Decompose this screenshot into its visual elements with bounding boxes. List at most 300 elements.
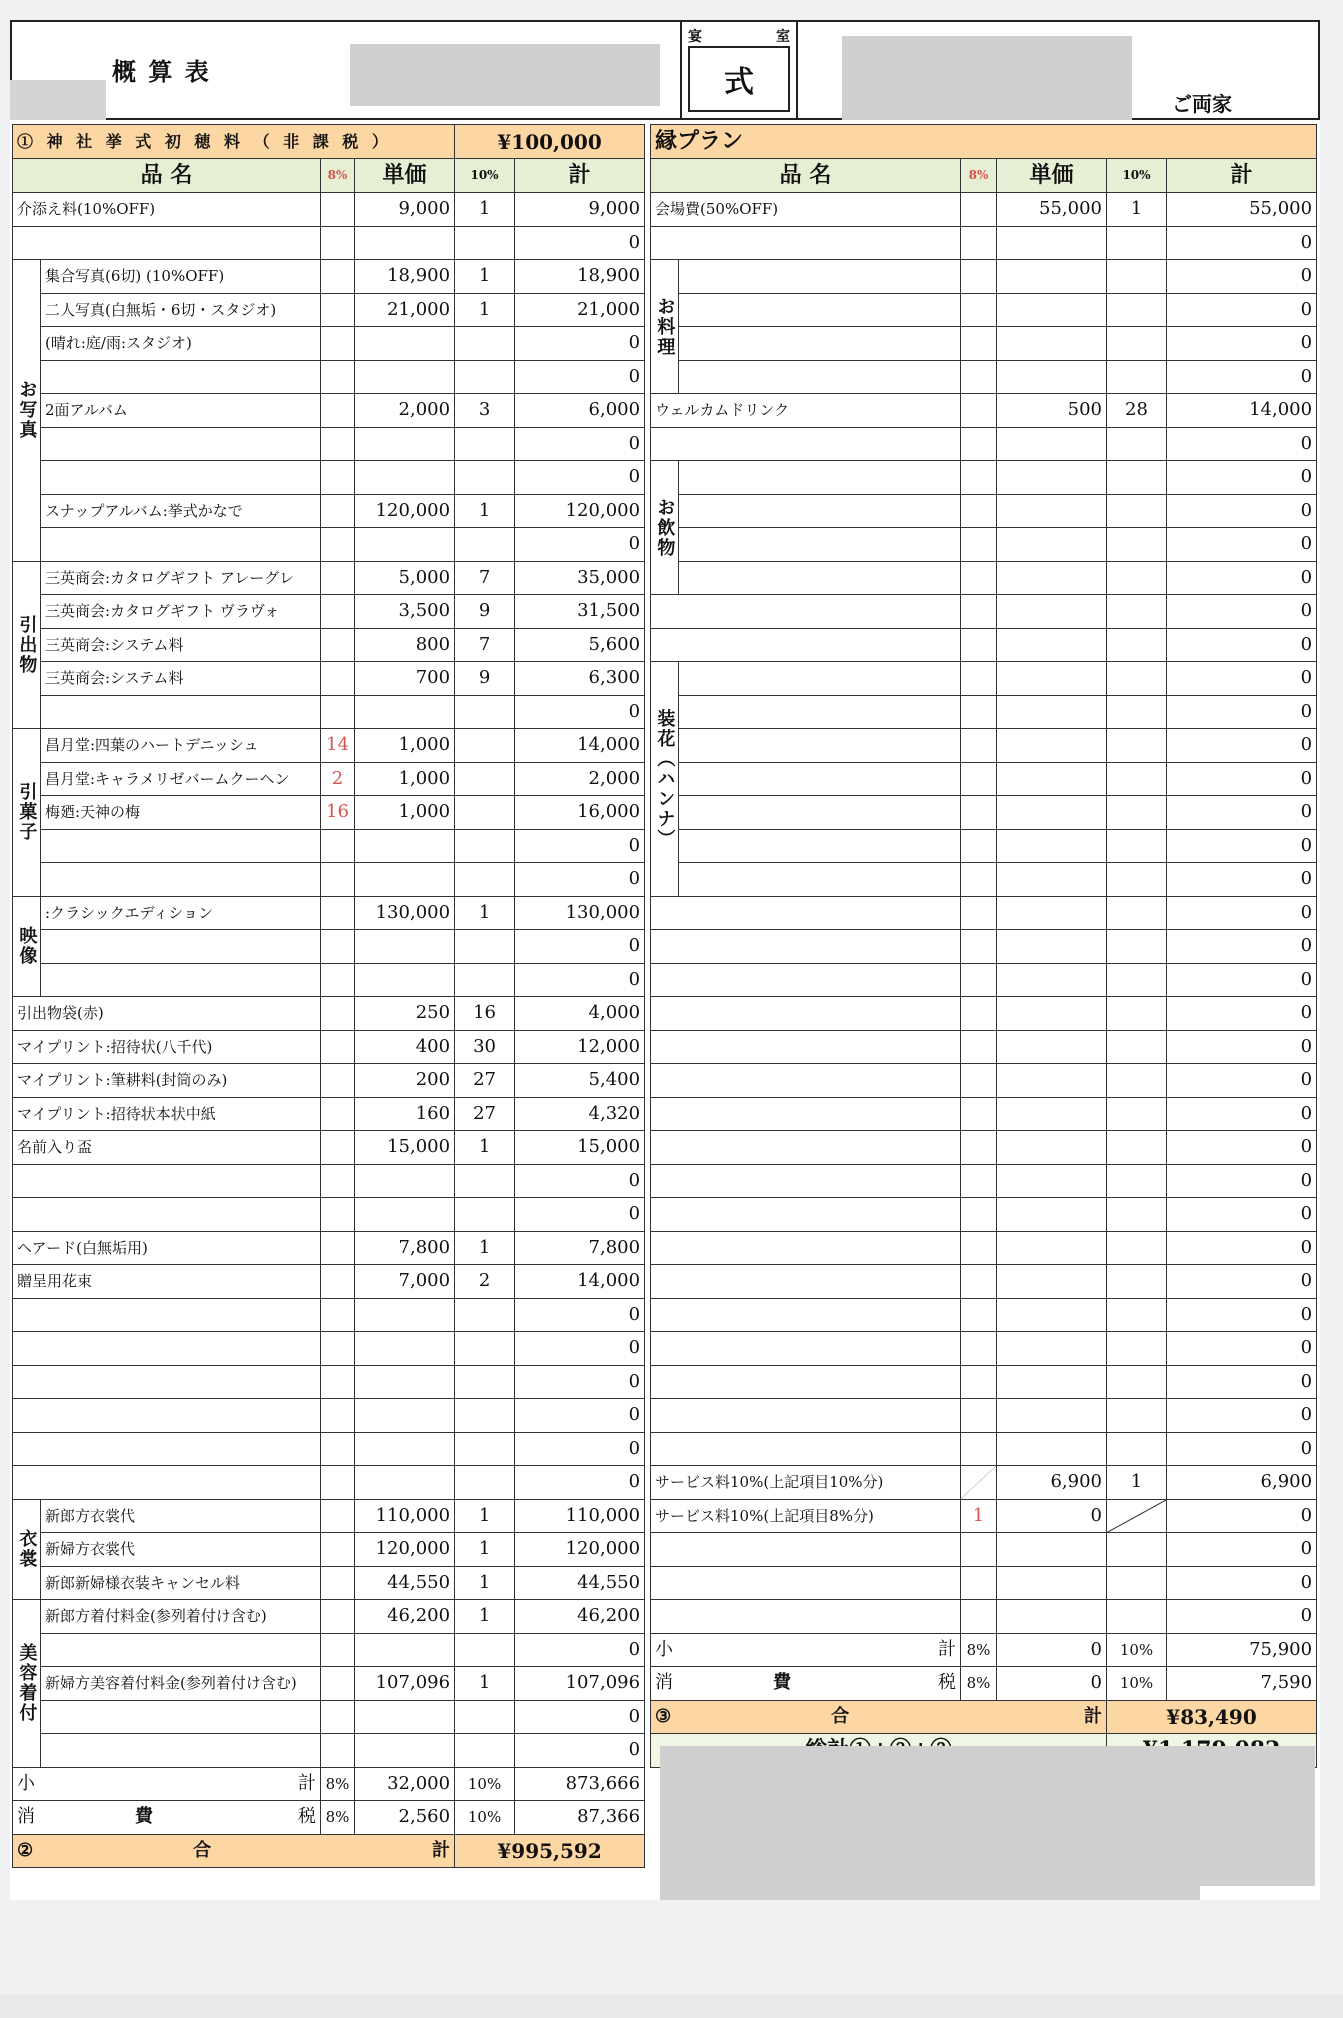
subtotal-10: 75,900 [1167, 1633, 1317, 1667]
unit-price [997, 1265, 1107, 1299]
item-name: 新郎方衣裳代 [41, 1499, 321, 1533]
table-row [651, 1298, 1317, 1332]
rate8-qty [321, 394, 355, 428]
rate10-qty: 16 [455, 997, 515, 1031]
rate10-qty: 30 [455, 1030, 515, 1064]
table-row [13, 1231, 645, 1265]
item-name [651, 1533, 961, 1567]
unit-price [997, 1030, 1107, 1064]
table-row [13, 1365, 645, 1399]
line-total: 21,000 [515, 293, 645, 327]
item-name [41, 360, 321, 394]
line-total: 0 [515, 1633, 645, 1667]
unit-price [355, 327, 455, 361]
rate8-qty [961, 695, 997, 729]
unit-price [997, 1432, 1107, 1466]
line-total: 0 [1167, 662, 1317, 696]
item-name: ヘアード(白無垢用) [13, 1231, 321, 1265]
rate8-qty [961, 427, 997, 461]
rate8-qty [961, 561, 997, 595]
line-total: 0 [515, 1399, 645, 1433]
rate10-qty: 9 [455, 662, 515, 696]
rate10-qty [455, 1633, 515, 1667]
rate10-qty: 1 [455, 1566, 515, 1600]
item-name [651, 427, 961, 461]
group-costume [13, 1499, 41, 1600]
rate10-qty [455, 1466, 515, 1500]
rate8-qty [321, 1734, 355, 1768]
rate8-qty [961, 1064, 997, 1098]
rate8-qty [961, 863, 997, 897]
unit-price: 500 [997, 394, 1107, 428]
family-label: ご両家 [1172, 92, 1232, 116]
unit-price: 110,000 [355, 1499, 455, 1533]
rate8-qty [321, 461, 355, 495]
table-row [651, 1432, 1317, 1466]
group-flower [651, 662, 679, 897]
unit-price [355, 528, 455, 562]
item-name [13, 226, 321, 260]
line-total: 0 [1167, 1265, 1317, 1299]
rate10-qty [455, 762, 515, 796]
line-total: 0 [1167, 260, 1317, 294]
table-row [13, 1667, 645, 1701]
item-name [651, 1566, 961, 1600]
line-total: 0 [515, 226, 645, 260]
col-item: 品 名 [651, 159, 961, 193]
col-rate8: 8% [321, 159, 355, 193]
rate8-qty [961, 1265, 997, 1299]
line-total: 0 [1167, 1533, 1317, 1567]
rate8-qty [961, 1131, 997, 1165]
rate8-qty [961, 1164, 997, 1198]
unit-price: 7,000 [355, 1265, 455, 1299]
rate10-qty [1107, 360, 1167, 394]
unit-price [355, 1399, 455, 1433]
item-name [41, 695, 321, 729]
rate8-qty [321, 1231, 355, 1265]
table-row [13, 963, 645, 997]
table-row [651, 1097, 1317, 1131]
unit-price [997, 930, 1107, 964]
rate8-qty [321, 1097, 355, 1131]
rate10-qty [1107, 1298, 1167, 1332]
unit-price: 7,800 [355, 1231, 455, 1265]
line-total: 14,000 [515, 1265, 645, 1299]
rate10-qty: 7 [455, 561, 515, 595]
line-total: 0 [1167, 1365, 1317, 1399]
group-label: お飲物 [654, 497, 676, 558]
item-name [651, 1365, 961, 1399]
unit-price: 160 [355, 1097, 455, 1131]
rate8-qty [321, 1432, 355, 1466]
table-row [651, 729, 1317, 763]
rate8-qty [321, 595, 355, 629]
rate8-qty [961, 729, 997, 763]
rate8-qty [321, 1131, 355, 1165]
rate8-qty [321, 1298, 355, 1332]
rate8-qty [321, 561, 355, 595]
item-name [679, 561, 961, 595]
rate10-qty [1107, 1030, 1167, 1064]
unit-price [997, 729, 1107, 763]
line-total: 0 [1167, 327, 1317, 361]
rate8-qty: 2 [321, 762, 355, 796]
unit-price [997, 327, 1107, 361]
unit-price: 18,900 [355, 260, 455, 294]
line-total: 0 [1167, 1332, 1317, 1366]
item-name [651, 1332, 961, 1366]
rate8-qty: 1 [961, 1499, 997, 1533]
line-total: 0 [515, 461, 645, 495]
rate8-qty [961, 1466, 997, 1500]
table-row [13, 1466, 645, 1500]
item-name [651, 595, 961, 629]
item-name: 集合写真(6切) (10%OFF) [41, 260, 321, 294]
right-total-row [651, 1700, 1317, 1734]
unit-price [997, 1097, 1107, 1131]
tax-8: 2,560 [355, 1801, 455, 1835]
rate8-qty [961, 293, 997, 327]
rate10-qty: 27 [455, 1097, 515, 1131]
table-row [13, 260, 645, 294]
rate8-qty [961, 394, 997, 428]
item-name [41, 1700, 321, 1734]
rate8-qty [321, 863, 355, 897]
unit-price [997, 1365, 1107, 1399]
table-row [13, 1064, 645, 1098]
tax-8: 0 [997, 1667, 1107, 1701]
unit-price [997, 360, 1107, 394]
group-label: 映像 [16, 926, 38, 967]
item-name: 二人写真(白無垢・6切・スタジオ) [41, 293, 321, 327]
table-row [651, 1533, 1317, 1567]
item-name [651, 896, 961, 930]
table-row [651, 628, 1317, 662]
line-total: 0 [1167, 528, 1317, 562]
venue-label-left: 宴 [688, 29, 702, 45]
total-no: ② [17, 1839, 34, 1861]
unit-price [355, 1432, 455, 1466]
line-total: 0 [1167, 461, 1317, 495]
rate10-qty [1107, 1499, 1167, 1533]
rate10-qty: 1 [1107, 1466, 1167, 1500]
table-row [13, 997, 645, 1031]
rate10-qty [1107, 796, 1167, 830]
line-total: 0 [1167, 561, 1317, 595]
line-total: 0 [1167, 1298, 1317, 1332]
subtotal-label-b: 計 [938, 1638, 956, 1660]
rate8-qty [321, 528, 355, 562]
tax-label [651, 1667, 961, 1701]
item-name [13, 1399, 321, 1433]
rate8-qty [961, 1198, 997, 1232]
rate10-qty [1107, 528, 1167, 562]
item-name [651, 1399, 961, 1433]
unit-price: 6,900 [997, 1466, 1107, 1500]
rate8-qty [321, 226, 355, 260]
group-label: 衣裳 [16, 1529, 38, 1570]
unit-price: 3,500 [355, 595, 455, 629]
item-name: 名前入り盃 [13, 1131, 321, 1165]
table-row [13, 829, 645, 863]
rate10-qty [1107, 1566, 1167, 1600]
item-name [679, 293, 961, 327]
unit-price: 55,000 [997, 193, 1107, 227]
rate10-qty [1107, 595, 1167, 629]
unit-price [997, 997, 1107, 1031]
table-row [651, 1231, 1317, 1265]
unit-price [355, 829, 455, 863]
item-name [679, 528, 961, 562]
rate8-qty [321, 1633, 355, 1667]
table-row [651, 561, 1317, 595]
rate8-qty: 16 [321, 796, 355, 830]
rate10-qty [1107, 1064, 1167, 1098]
item-name [679, 662, 961, 696]
table-row [13, 461, 645, 495]
rate10-qty [1107, 1131, 1167, 1165]
right-estimate-table [650, 124, 1317, 1768]
item-name [13, 1365, 321, 1399]
unit-price [997, 1600, 1107, 1634]
rate8-qty [961, 997, 997, 1031]
rate8-qty [961, 628, 997, 662]
unit-price [997, 595, 1107, 629]
item-name [13, 1198, 321, 1232]
rate8-qty [961, 1566, 997, 1600]
rate8-qty [961, 1298, 997, 1332]
rate8-qty [321, 1265, 355, 1299]
table-row [651, 1365, 1317, 1399]
group-label: お料理 [654, 296, 676, 357]
line-total: 9,000 [515, 193, 645, 227]
unit-price [997, 1198, 1107, 1232]
subtotal-label [651, 1633, 961, 1667]
rate10-qty [1107, 997, 1167, 1031]
item-name [41, 427, 321, 461]
unit-price [355, 1365, 455, 1399]
line-total: 120,000 [515, 494, 645, 528]
line-total: 0 [515, 427, 645, 461]
rate8-qty [321, 1399, 355, 1433]
redacted-venue [842, 36, 1132, 120]
line-total: 4,320 [515, 1097, 645, 1131]
subtotal-rate10: 10% [1107, 1633, 1167, 1667]
item-name: 2面アルバム [41, 394, 321, 428]
rate10-qty [1107, 628, 1167, 662]
line-total: 0 [1167, 1164, 1317, 1198]
line-total: 7,800 [515, 1231, 645, 1265]
table-row [651, 427, 1317, 461]
left-total-row [13, 1834, 645, 1868]
item-name: 三英商会:システム料 [41, 662, 321, 696]
rate10-qty [455, 226, 515, 260]
rate10-qty [1107, 1198, 1167, 1232]
table-row [651, 829, 1317, 863]
unit-price [355, 1633, 455, 1667]
table-row [13, 1600, 645, 1634]
unit-price [355, 1734, 455, 1768]
table-row [651, 595, 1317, 629]
rate8-qty [321, 193, 355, 227]
line-total: 0 [1167, 829, 1317, 863]
rate10-qty [1107, 1432, 1167, 1466]
rate8-qty [961, 762, 997, 796]
unit-price [997, 260, 1107, 294]
table-row [13, 327, 645, 361]
table-row [13, 628, 645, 662]
table-row [651, 260, 1317, 294]
table-row [651, 997, 1317, 1031]
unit-price [997, 695, 1107, 729]
rate8-qty [961, 327, 997, 361]
rate10-qty: 7 [455, 628, 515, 662]
item-name [679, 327, 961, 361]
rate10-qty [1107, 327, 1167, 361]
rate10-qty [455, 360, 515, 394]
rate8-qty [961, 360, 997, 394]
rate8-qty [321, 930, 355, 964]
line-total: 44,550 [515, 1566, 645, 1600]
rate10-qty [1107, 896, 1167, 930]
unit-price [355, 1298, 455, 1332]
line-total: 0 [1167, 628, 1317, 662]
section1-label: ① 神 社 挙 式 初 穂 料 （ 非 課 税 ） [13, 125, 455, 159]
subtotal-rate10: 10% [455, 1767, 515, 1801]
table-row [651, 762, 1317, 796]
item-name: ウェルカムドリンク [651, 394, 961, 428]
line-total: 120,000 [515, 1533, 645, 1567]
line-total: 0 [1167, 595, 1317, 629]
tax-rate10: 10% [1107, 1667, 1167, 1701]
unit-price: 400 [355, 1030, 455, 1064]
rate10-qty: 2 [455, 1265, 515, 1299]
unit-price: 44,550 [355, 1566, 455, 1600]
table-row [651, 1566, 1317, 1600]
unit-price [997, 762, 1107, 796]
line-total: 0 [1167, 930, 1317, 964]
col-rate8: 8% [961, 159, 997, 193]
left-section-header [13, 125, 645, 159]
table-row [13, 1399, 645, 1433]
item-name [41, 1633, 321, 1667]
table-row [13, 360, 645, 394]
rate10-qty [1107, 695, 1167, 729]
rate10-qty [1107, 1332, 1167, 1366]
item-name: 三英商会:カタログギフト アレーグレ [41, 561, 321, 595]
rate10-qty [455, 863, 515, 897]
group-food [651, 260, 679, 394]
rate10-qty: 1 [1107, 193, 1167, 227]
item-name [679, 360, 961, 394]
line-total: 0 [1167, 997, 1317, 1031]
table-row [13, 394, 645, 428]
item-name: マイプリント:筆耕料(封筒のみ) [13, 1064, 321, 1098]
rate8-qty [321, 1030, 355, 1064]
rate8-qty [961, 1600, 997, 1634]
rate10-qty [455, 695, 515, 729]
rate8-qty [321, 260, 355, 294]
rate10-qty [1107, 829, 1167, 863]
rate8-qty [321, 293, 355, 327]
group-video [13, 896, 41, 997]
total-amount: ¥83,490 [1107, 1700, 1317, 1734]
table-row [651, 695, 1317, 729]
item-name [651, 997, 961, 1031]
rate10-qty [1107, 930, 1167, 964]
item-name [651, 1265, 961, 1299]
line-total: 0 [515, 1700, 645, 1734]
line-total: 46,200 [515, 1600, 645, 1634]
unit-price: 15,000 [355, 1131, 455, 1165]
item-name [651, 1064, 961, 1098]
item-name: 新郎新婦様衣装キャンセル料 [41, 1566, 321, 1600]
item-name [41, 528, 321, 562]
unit-price: 21,000 [355, 293, 455, 327]
line-total: 0 [1167, 360, 1317, 394]
line-total: 0 [515, 963, 645, 997]
rate8-qty [321, 1533, 355, 1567]
rate8-qty [321, 896, 355, 930]
total-label-b: 計 [1084, 1705, 1102, 1727]
unit-price [997, 427, 1107, 461]
unit-price [355, 1198, 455, 1232]
rate10-qty [455, 1164, 515, 1198]
unit-price: 200 [355, 1064, 455, 1098]
line-total: 0 [1167, 293, 1317, 327]
unit-price [997, 662, 1107, 696]
unit-price [355, 1700, 455, 1734]
item-name: 昌月堂:キャラメリゼバームクーヘン [41, 762, 321, 796]
total-amount: ¥995,592 [455, 1834, 645, 1868]
rate8-qty [321, 1600, 355, 1634]
rate10-qty: 3 [455, 394, 515, 428]
tax-label-b: 費 [773, 1672, 791, 1694]
unit-price [997, 896, 1107, 930]
redacted-notes [660, 1746, 1315, 1886]
total-label-a: 合 [831, 1705, 850, 1727]
rate10-qty [455, 1700, 515, 1734]
table-row [651, 796, 1317, 830]
table-row [13, 1734, 645, 1768]
unit-price: 120,000 [355, 1533, 455, 1567]
line-total: 0 [515, 829, 645, 863]
table-row [13, 293, 645, 327]
table-row [13, 427, 645, 461]
total-label-a: 合 [193, 1839, 212, 1861]
unit-price: 9,000 [355, 193, 455, 227]
rate10-qty [455, 729, 515, 763]
line-total: 12,000 [515, 1030, 645, 1064]
item-name [651, 1097, 961, 1131]
col-rate10: 10% [1107, 159, 1167, 193]
line-total: 6,900 [1167, 1466, 1317, 1500]
item-name [41, 1734, 321, 1768]
rate8-qty [961, 1432, 997, 1466]
table-row [651, 1198, 1317, 1232]
item-name: (晴れ:庭/雨:スタジオ) [41, 327, 321, 361]
item-name [651, 1030, 961, 1064]
item-name [679, 762, 961, 796]
item-name [679, 796, 961, 830]
rate10-qty: 1 [455, 1533, 515, 1567]
col-unit-price: 単価 [997, 159, 1107, 193]
table-row [651, 863, 1317, 897]
unit-price [997, 293, 1107, 327]
line-total: 0 [1167, 863, 1317, 897]
rate10-qty [1107, 963, 1167, 997]
